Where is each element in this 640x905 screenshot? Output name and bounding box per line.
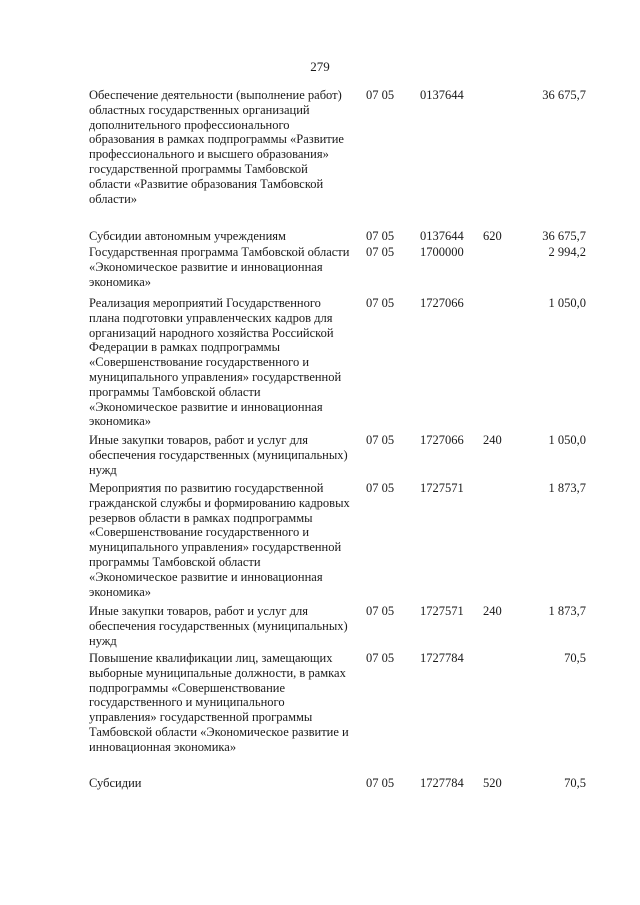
row-section-code: 07 05 [366,229,395,243]
row-section-code: 07 05 [366,651,395,665]
row-section-code: 07 05 [366,245,395,259]
row-expense-type: 520 [483,776,502,790]
row-amount: 70,5 [564,651,586,665]
row-expense-type: 240 [483,604,502,618]
row-target-article: 1700000 [420,245,464,259]
row-amount: 1 050,0 [548,296,586,310]
row-section-code: 07 05 [366,604,395,618]
row-section-code: 07 05 [366,776,395,790]
row-description: Государственная программа Тамбовской области «Экономическое развитие и инновационная экономика» [89,245,350,289]
row-amount: 1 873,7 [548,481,586,495]
row-target-article: 1727784 [420,651,464,665]
page-number: 279 [310,59,330,74]
row-section-code: 07 05 [366,296,395,310]
row-description: Субсидии [89,776,142,790]
row-amount: 70,5 [564,776,586,790]
row-target-article: 1727571 [420,604,464,618]
row-amount: 2 994,2 [548,245,586,259]
row-expense-type: 240 [483,433,502,447]
row-target-article: 0137644 [420,88,464,102]
row-target-article: 1727066 [420,433,464,447]
row-amount: 36 675,7 [542,88,586,102]
row-description: Реализация мероприятий Государственного плана подготовки управленческих кадров для организаций народного хозяйства Российской Федерации в рамках подпрограммы «Совершенствование государственного и муниципального управления» государственной программы Тамбовской области «Экономическое развитие и инновационная экономика» [89,296,342,429]
row-description: Субсидии автономным учреждениям [89,229,286,243]
row-section-code: 07 05 [366,433,395,447]
row-expense-type: 620 [483,229,502,243]
row-target-article: 1727784 [420,776,464,790]
row-target-article: 1727066 [420,296,464,310]
row-target-article: 1727571 [420,481,464,495]
row-description: Мероприятия по развитию государственной гражданской службы и формированию кадровых резервов области в рамках подпрограммы «Совершенствование государственного и муниципального управления» государственной программы Тамбовской области «Экономическое развитие и инновационная экономика» [89,481,350,599]
row-section-code: 07 05 [366,481,395,495]
row-description: Обеспечение деятельности (выполнение работ) областных государственных организаций дополнительного профессионального образования в рамках подпрограммы «Развитие профессионального и высшего образования» государственной программы Тамбовской области «Развитие образования Тамбовской области» [89,88,344,206]
row-description: Повышение квалификации лиц, замещающих выборные муниципальные должности, в рамках подпрограммы «Совершенствование государственного и муниципального управления» государственной программы Тамбовской области «Экономическое развитие и инновационная экономика» [89,651,349,754]
row-amount: 36 675,7 [542,229,586,243]
row-amount: 1 873,7 [548,604,586,618]
row-target-article: 0137644 [420,229,464,243]
row-description: Иные закупки товаров, работ и услуг для обеспечения государственных (муниципальных) нужд [89,604,348,648]
row-description: Иные закупки товаров, работ и услуг для обеспечения государственных (муниципальных) нужд [89,433,348,477]
row-amount: 1 050,0 [548,433,586,447]
row-section-code: 07 05 [366,88,395,102]
